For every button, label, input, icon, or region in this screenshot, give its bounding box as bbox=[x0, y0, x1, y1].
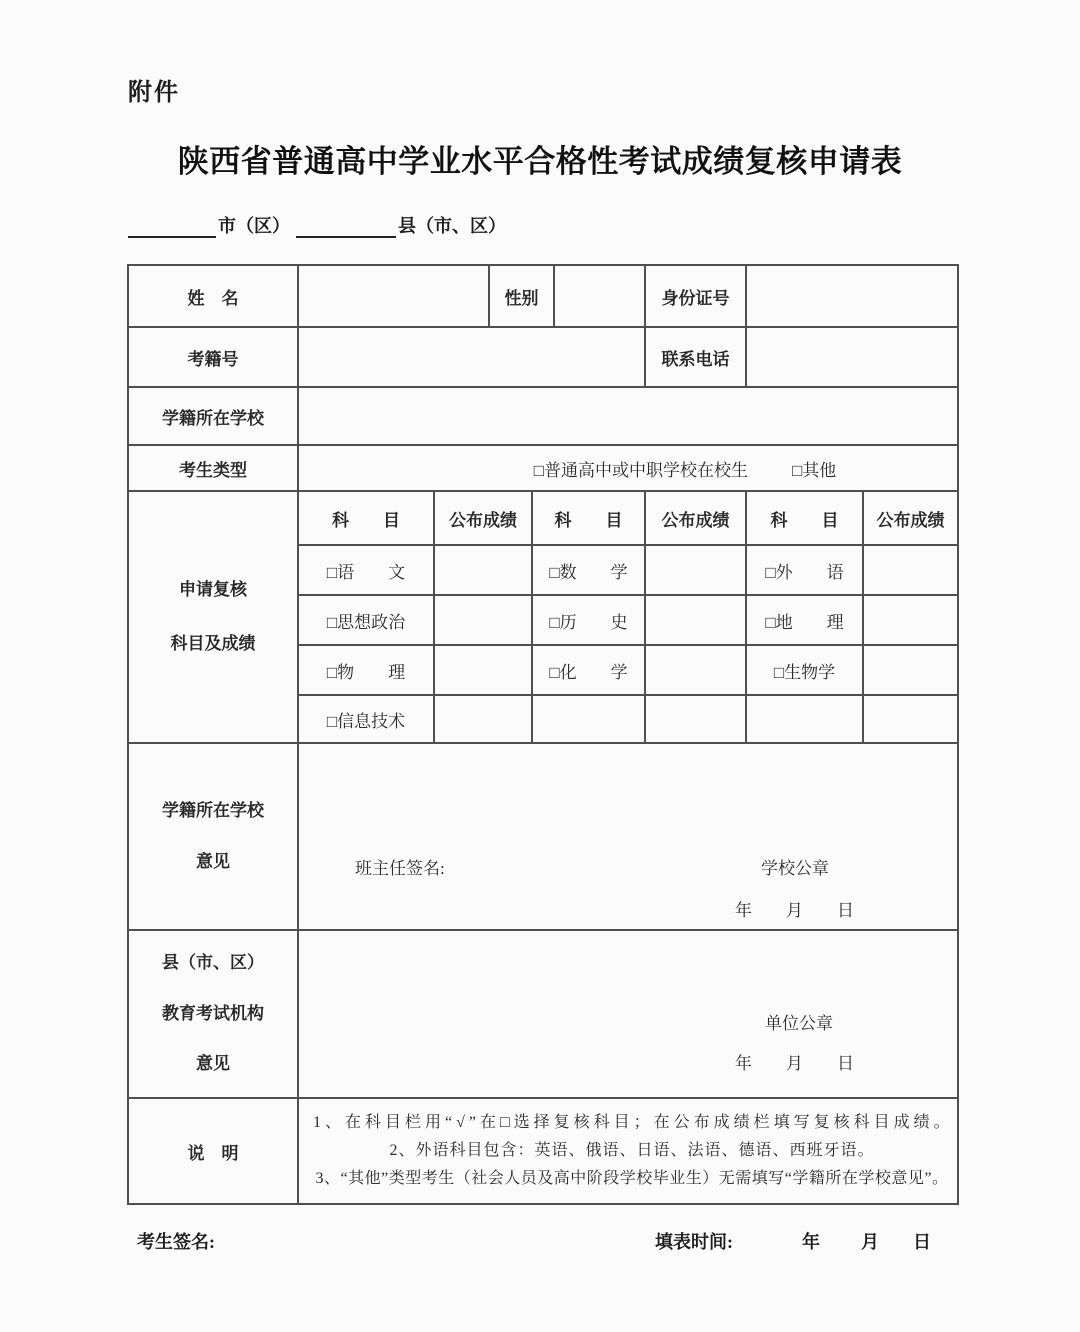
review-section-label: 申请复核 科目及成绩 bbox=[128, 491, 298, 743]
school-opinion-label: 学籍所在学校 意见 bbox=[128, 743, 298, 930]
subject-cell-chinese: □语 文 bbox=[298, 545, 434, 595]
score-column-header: 公布成绩 bbox=[863, 491, 958, 545]
school-input-cell[interactable] bbox=[298, 387, 958, 445]
subject-cell-information-technology: □信息技术 bbox=[298, 695, 434, 743]
score-input-cell[interactable] bbox=[434, 545, 532, 595]
unit-seal-label: 单位公章 bbox=[765, 1014, 833, 1033]
subject-cell-foreign-language: □外 语 bbox=[746, 545, 863, 595]
subject-cell-geography: □地 理 bbox=[746, 595, 863, 645]
checkbox-icon[interactable]: □ bbox=[773, 662, 785, 682]
checkbox-icon[interactable]: □ bbox=[549, 612, 560, 632]
checkbox-icon[interactable]: □ bbox=[326, 662, 338, 682]
subject-empty-cell[interactable] bbox=[746, 695, 863, 743]
name-label: 姓 名 bbox=[128, 265, 298, 327]
candidate-type-cell bbox=[298, 445, 958, 491]
score-input-cell[interactable] bbox=[645, 545, 746, 595]
checkbox-icon[interactable]: □ bbox=[792, 460, 803, 480]
table-row bbox=[128, 930, 958, 1098]
score-column-header: 公布成绩 bbox=[434, 491, 532, 545]
candidate-type-label: 考生类型 bbox=[128, 445, 298, 491]
year-label: 年 bbox=[802, 1232, 820, 1252]
page-title: 陕西省普通高中学业水平合格性考试成绩复核申请表 bbox=[177, 144, 903, 179]
subject-empty-cell[interactable] bbox=[532, 695, 645, 743]
day-label: 日 bbox=[913, 1232, 931, 1252]
authority-opinion-label: 县（市、区） 教育考试机构 意见 bbox=[128, 930, 298, 1098]
note-line-3: 3、“其他”类型考生（社会人员及高中阶段学校毕业生）无需填写“学籍所在学校意见”。 bbox=[315, 1170, 949, 1187]
gender-label: 性别 bbox=[489, 265, 554, 327]
name-input-cell[interactable] bbox=[298, 265, 489, 327]
phone-input-cell[interactable] bbox=[746, 327, 958, 387]
subject-column-header: 科 目 bbox=[746, 491, 863, 545]
checkbox-icon[interactable]: □ bbox=[326, 711, 338, 731]
candidate-type-option-school: 普通高中或中职学校在校生 bbox=[544, 460, 748, 480]
score-input-cell[interactable] bbox=[645, 695, 746, 743]
table-row bbox=[128, 265, 958, 327]
school-opinion-cell[interactable] bbox=[298, 743, 958, 930]
table-row bbox=[128, 445, 958, 491]
table-row bbox=[128, 327, 958, 387]
application-form-table bbox=[127, 264, 959, 1205]
score-input-cell[interactable] bbox=[863, 695, 958, 743]
score-input-cell[interactable] bbox=[645, 595, 746, 645]
teacher-signature-label: 班主任签名: bbox=[355, 859, 445, 878]
region-line bbox=[128, 212, 506, 238]
checkbox-icon[interactable]: □ bbox=[326, 562, 338, 582]
checkbox-icon[interactable]: □ bbox=[549, 662, 560, 682]
checkbox-icon[interactable]: □ bbox=[533, 460, 544, 480]
table-row bbox=[128, 1098, 958, 1204]
subject-cell-politics: □思想政治 bbox=[298, 595, 434, 645]
table-row bbox=[128, 387, 958, 445]
table-row bbox=[128, 743, 958, 930]
subject-column-header: 科 目 bbox=[298, 491, 434, 545]
checkbox-icon[interactable]: □ bbox=[549, 562, 560, 582]
score-input-cell[interactable] bbox=[863, 595, 958, 645]
county-suffix-label: 县（市、区） bbox=[398, 216, 506, 236]
school-opinion-date-line: 年 月 日 bbox=[735, 901, 854, 920]
notes-cell bbox=[298, 1098, 958, 1204]
checkbox-icon[interactable]: □ bbox=[326, 612, 338, 632]
checkbox-icon[interactable]: □ bbox=[765, 562, 776, 582]
id-number-label: 身份证号 bbox=[645, 265, 746, 327]
regno-input-cell[interactable] bbox=[298, 327, 645, 387]
score-input-cell[interactable] bbox=[434, 645, 532, 695]
score-input-cell[interactable] bbox=[645, 645, 746, 695]
score-input-cell[interactable] bbox=[434, 695, 532, 743]
candidate-type-option-other: 其他 bbox=[802, 460, 837, 480]
id-number-input-cell[interactable] bbox=[746, 265, 958, 327]
subject-cell-math: □数 学 bbox=[532, 545, 645, 595]
table-row bbox=[128, 491, 958, 545]
regno-label: 考籍号 bbox=[128, 327, 298, 387]
signature-line bbox=[0, 1228, 1080, 1254]
subject-cell-history: □历 史 bbox=[532, 595, 645, 645]
gender-input-cell[interactable] bbox=[554, 265, 645, 327]
subject-cell-physics: □物 理 bbox=[298, 645, 434, 695]
score-column-header: 公布成绩 bbox=[645, 491, 746, 545]
authority-opinion-cell[interactable] bbox=[298, 930, 958, 1098]
phone-label: 联系电话 bbox=[645, 327, 746, 387]
subject-column-header: 科 目 bbox=[532, 491, 645, 545]
candidate-signature-label: 考生签名: bbox=[137, 1232, 215, 1252]
notes-label: 说 明 bbox=[128, 1098, 298, 1204]
checkbox-icon[interactable]: □ bbox=[765, 612, 776, 632]
subject-cell-chemistry: □化 学 bbox=[532, 645, 645, 695]
note-line-1: 1、在科目栏用“√”在□选择复核科目；在公布成绩栏填写复核科目成绩。 bbox=[313, 1114, 954, 1131]
county-blank-field[interactable] bbox=[296, 216, 396, 238]
note-line-2: 2、外语科目包含：英语、俄语、日语、法语、德语、西班牙语。 bbox=[389, 1142, 875, 1159]
score-input-cell[interactable] bbox=[863, 545, 958, 595]
score-input-cell[interactable] bbox=[863, 645, 958, 695]
attachment-label: 附件 bbox=[128, 79, 180, 106]
fill-time-label: 填表时间: bbox=[655, 1232, 733, 1252]
school-seal-label: 学校公章 bbox=[761, 859, 829, 878]
month-label: 月 bbox=[861, 1232, 879, 1252]
authority-opinion-date-line: 年 月 日 bbox=[735, 1054, 854, 1073]
subject-cell-biology: □生物学 bbox=[746, 645, 863, 695]
city-blank-field[interactable] bbox=[128, 216, 216, 238]
score-input-cell[interactable] bbox=[434, 595, 532, 645]
city-suffix-label: 市（区） bbox=[218, 216, 290, 236]
school-label: 学籍所在学校 bbox=[128, 387, 298, 445]
